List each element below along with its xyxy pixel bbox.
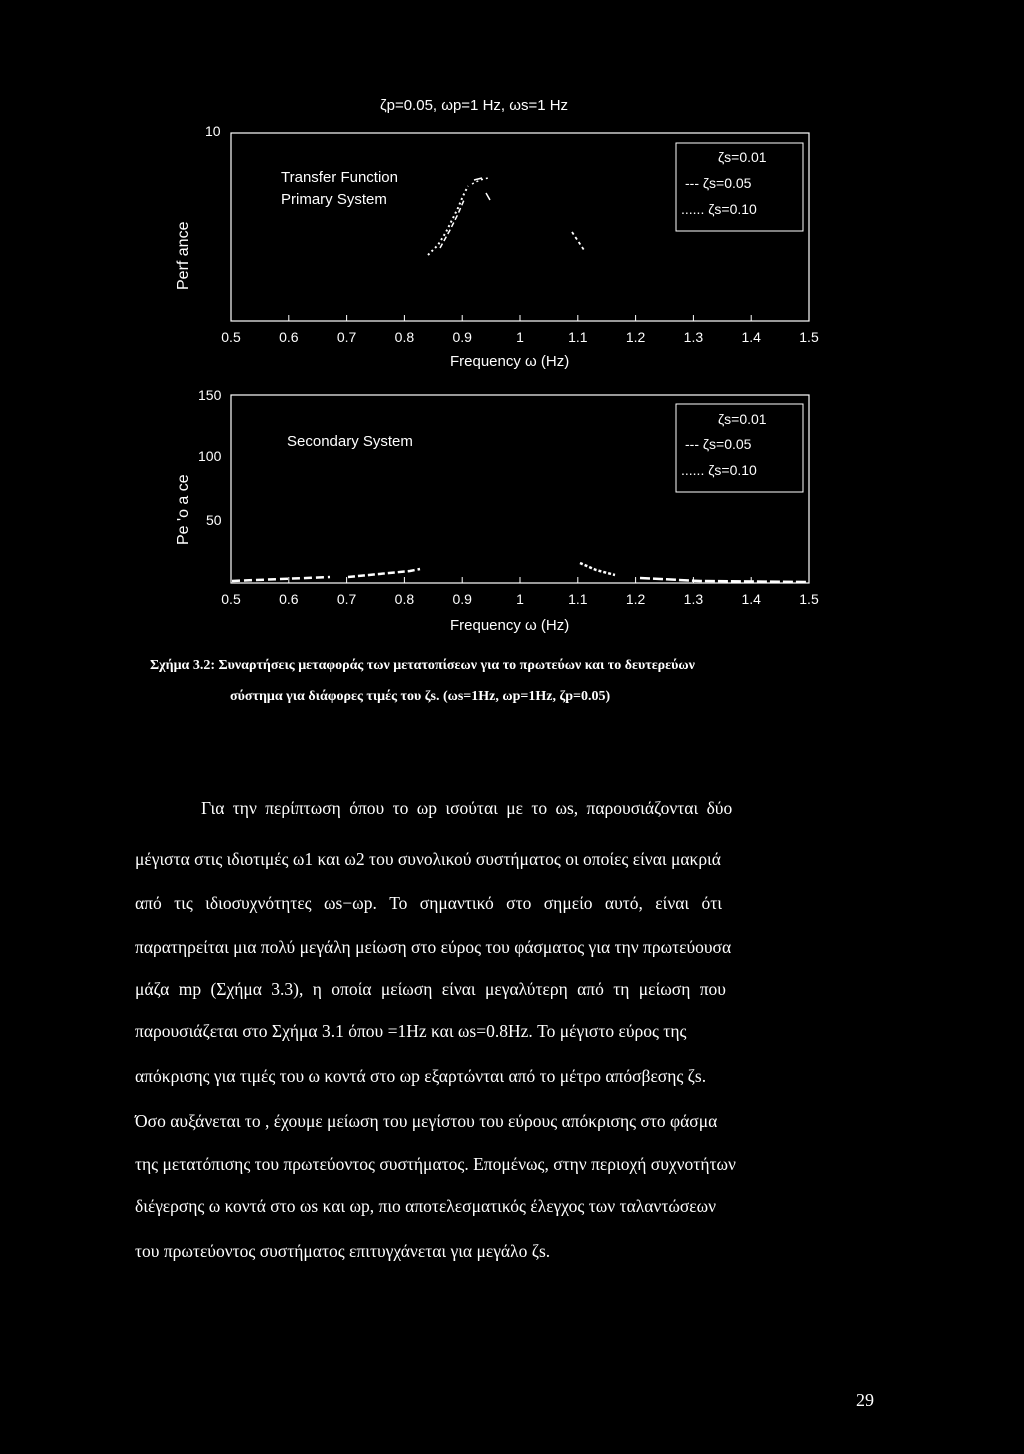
top-plot-xlabel: Frequency ω (Hz): [450, 353, 570, 370]
x-tick-label: 1.5: [799, 591, 819, 607]
body-line-5: μάζα mp (Σχήμα 3.3), η οποία μείωση είναι μεγαλύτερη από τη μείωση που: [135, 979, 726, 999]
x-tick-label: 1.1: [568, 329, 588, 345]
bottom-legend-item-3: ...... ζs=0.10: [681, 462, 757, 478]
top-curve-dash-1: [440, 200, 464, 248]
body-line-4: παρατηρείται μια πολύ μεγάλη μείωση στο εύρος του φάσματος για την πρωτεύουσα: [135, 937, 732, 957]
body-line-10: διέγερσης ω κοντά στο ωs και ωp, πιο αποτελεσματικός έλεγχος των ταλαντώσεων: [135, 1196, 717, 1216]
bottom-ytick-50: 50: [206, 512, 222, 528]
x-tick-label: 0.5: [221, 591, 241, 607]
top-plot-ylabel: Perf ance: [175, 221, 192, 290]
body-line-7: απόκρισης για τιμές του ω κοντά στο ωp εξαρτώνται από το μέτρο απόσβεσης ζs.: [135, 1066, 707, 1086]
x-tick-label: 1.1: [568, 591, 588, 607]
bottom-plot-ylabel: Pe 'o a ce: [175, 474, 192, 545]
top-curve-dots-1: [428, 186, 468, 255]
x-tick-label: 0.9: [452, 329, 472, 345]
x-tick-label: 0.7: [336, 329, 357, 345]
top-legend-item-1: ζs=0.01: [718, 149, 767, 165]
top-xticks: [221, 315, 819, 345]
x-tick-label: 1: [516, 329, 524, 345]
body-line-11: του πρωτεύοντος συστήματος επιτυγχάνεται για μεγάλο ζs.: [135, 1241, 551, 1261]
x-tick-label: 1.5: [799, 329, 819, 345]
top-plot-annotation-1: Transfer Function: [281, 169, 398, 186]
figure-caption-line-1: Σχήμα 3.2: Συναρτήσεις μεταφοράς των μετατοπίσεων για το πρωτεύων και το δευτερεύων: [150, 658, 695, 673]
bottom-curve-dash-3: [640, 578, 807, 582]
bottom-legend-item-2: --- ζs=0.05: [685, 436, 752, 452]
top-legend-item-2: --- ζs=0.05: [685, 175, 752, 191]
bottom-curve-dash-2: [348, 569, 420, 577]
x-tick-label: 1.2: [625, 591, 646, 607]
bottom-curve-dots-1: [580, 563, 615, 575]
body-line-8: Όσο αυξάνεται το , έχουμε μείωση του μεγίστου του εύρους απόκρισης στο φάσμα: [135, 1111, 718, 1131]
x-tick-label: 0.6: [279, 591, 299, 607]
bottom-legend-item-1: ζs=0.01: [718, 411, 767, 427]
x-tick-label: 0.8: [394, 329, 415, 345]
x-tick-label: 1.4: [741, 329, 761, 345]
figure-3-2: [0, 0, 1024, 650]
top-legend-item-3: ...... ζs=0.10: [681, 201, 757, 217]
top-plot-annotation-2: Primary System: [281, 191, 387, 208]
x-tick-label: 1.3: [683, 329, 704, 345]
body-line-9: της μετατόπισης του πρωτεύοντος συστήματος. Επομένως, στην περιοχή συχνοτήτων: [135, 1154, 736, 1174]
x-tick-label: 0.9: [452, 591, 472, 607]
x-tick-label: 0.8: [394, 591, 415, 607]
x-tick-label: 0.6: [279, 329, 299, 345]
bottom-ytick-100: 100: [198, 448, 222, 464]
top-curve-dash-3: [572, 232, 584, 250]
page-number: 29: [856, 1390, 874, 1410]
bottom-plot-annotation: Secondary System: [287, 433, 413, 450]
body-line-3: από τις ιδιοσυχνότητες ωs−ωp. Το σημαντικό στο σημείο αυτό, είναι ότι: [135, 893, 722, 913]
x-tick-label: 0.7: [336, 591, 357, 607]
x-tick-label: 1: [516, 591, 524, 607]
bottom-ytick-150: 150: [198, 387, 222, 403]
x-tick-label: 1.2: [625, 329, 646, 345]
body-line-1: Για την περίπτωση όπου το ωp ισούται με το ωs, παρουσιάζονται δύο: [201, 798, 733, 818]
figure-caption-line-2: σύστημα για διάφορες τιμές του ζs. (ωs=1Hz, ωp=1Hz, ζp=0.05): [230, 689, 611, 704]
top-plot-title: ζp=0.05, ωp=1 Hz, ωs=1 Hz: [380, 97, 569, 114]
body-line-6: παρουσιάζεται στο Σχήμα 3.1 όπου =1Hz και ωs=0.8Hz. Το μέγιστο εύρος της: [135, 1021, 687, 1041]
bottom-curve-dash-1: [232, 577, 330, 581]
body-line-2: μέγιστα στις ιδιοτιμές ω1 και ω2 του συνολικού συστήματος οι οποίες είναι μακριά: [135, 849, 721, 869]
x-tick-label: 1.4: [741, 591, 761, 607]
bottom-xticks: [221, 577, 819, 607]
x-tick-label: 0.5: [221, 329, 241, 345]
x-tick-label: 1.3: [683, 591, 704, 607]
bottom-plot-xlabel: Frequency ω (Hz): [450, 617, 570, 634]
top-plot-ytick-10: 10: [205, 123, 221, 139]
